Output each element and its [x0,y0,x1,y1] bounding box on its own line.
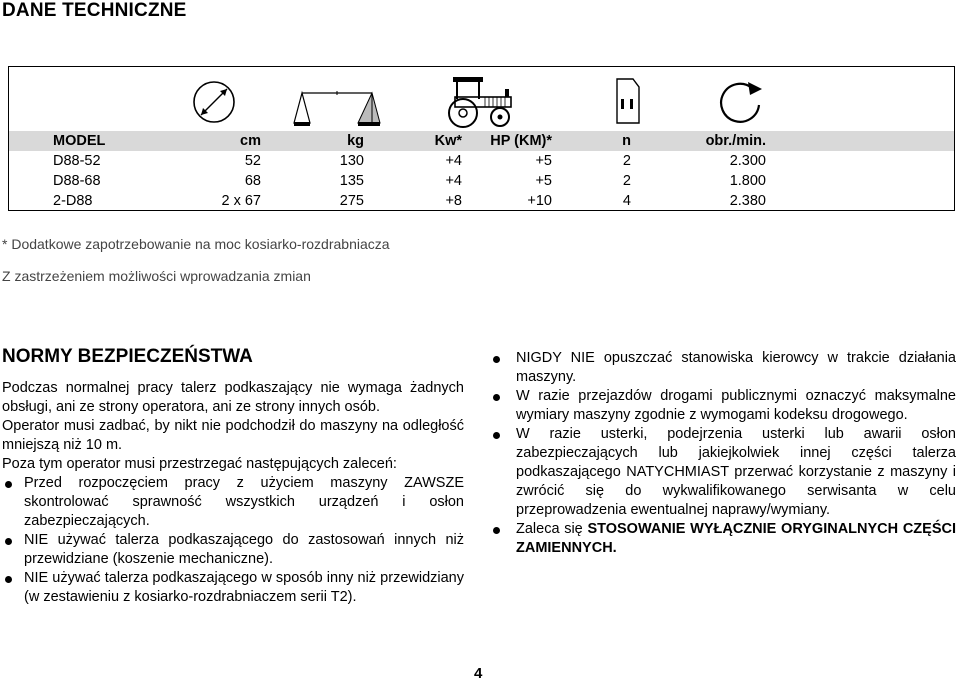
header-kg: kg [347,133,364,149]
safety-bullet-list [2,474,464,607]
spec-table-header [9,131,954,151]
cell-n: 2 [622,153,631,169]
cell-hp: +10 [527,193,552,209]
safety-paragraph: Poza tym operator musi przestrzegać następujących zaleceń: [2,456,397,472]
header-kw: Kw* [434,133,462,149]
changes-disclaimer: Z zastrzeżeniem możliwości wprowadzania zmian [2,268,311,284]
blade-icon [613,77,641,125]
original-parts-emphasis: STOSOWANIE WYŁĄCZNIE ORYGINALNYCH CZĘŚCI ZAMIENNYCH [516,521,956,556]
tractor-icon [445,75,515,129]
header-n: n [622,133,631,149]
cell-kg: 135 [339,173,364,189]
diameter-icon [191,79,237,125]
list-item-text: . [612,540,617,556]
list-item: W razie przejazdów drogami publicznymi oznaczyć maksymalne wymiary maszyny zgodnie z wymogami kodeksu drogowego. [490,387,956,425]
cell-rpm: 2.380 [729,193,766,209]
cell-cm: 68 [244,173,261,189]
cell-kw: +8 [445,193,462,209]
cell-model: D88-52 [53,153,101,169]
list-item: NIGDY NIE opuszczać stanowiska kierowcy w trakcie działania maszyny. [490,349,956,387]
list-item: W razie usterki, podejrzenia usterki lub awarii osłon zabezpieczających lub jakiejkolwiek innej części talerza podkaszającego NATYCHMIAST przerwać korzystanie z maszyny i zwrócić się do wykwalifikowanego serwisanta w celu przeprowadzenia ewentualnej naprawy/wymiany. [490,425,956,520]
table-row [9,191,954,211]
cell-n: 4 [622,193,631,209]
cell-hp: +5 [535,173,552,189]
safety-paragraph: Operator musi zadbać, by nikt nie podchodził do maszyny na odległość mniejszą niż 10 m. [2,418,464,453]
list-item: NIE używać talerza podkaszającego w sposób inny niż przewidziany (w zestawieniu z kosiarko-rozdrabniaczem serii T2). [2,569,464,607]
weight-scale-icon [292,77,382,127]
safety-left-column [2,379,464,607]
cell-cm: 2 x 67 [221,193,261,209]
cell-kw: +4 [445,153,462,169]
page-title: DANE TECHNICZNE [2,0,187,21]
spec-table [9,131,954,211]
safety-paragraph: Podczas normalnej pracy talerz podkaszający nie wymaga żadnych obsługi, ani ze strony operatora, ani ze strony innych osób. [2,380,464,415]
safety-right-column [490,349,956,558]
safety-bullet-list [490,349,956,558]
table-row [9,151,954,171]
rotation-arrow-icon [718,79,766,127]
list-item: Przed rozpoczęciem pracy z użyciem maszyny ZAWSZE skontrolować sprawność wszystkich urządzeń i osłon zabezpieczających. [2,474,464,531]
list-item [490,520,956,558]
icon-band [9,67,954,131]
list-item: NIE używać talerza podkaszającego do zastosowań innych niż przewidziane (koszenie mechaniczne). [2,531,464,569]
cell-model: D88-68 [53,173,101,189]
header-rpm: obr./min. [705,133,766,149]
cell-rpm: 2.300 [729,153,766,169]
power-footnote: * Dodatkowe zapotrzebowanie na moc kosiarko-rozdrabniacza [2,236,390,252]
header-cm: cm [240,133,261,149]
cell-kg: 130 [339,153,364,169]
cell-kg: 275 [339,193,364,209]
page-number: 4 [474,665,483,682]
cell-n: 2 [622,173,631,189]
list-item-text: Zaleca się [516,521,588,537]
cell-cm: 52 [244,153,261,169]
cell-hp: +5 [535,153,552,169]
technical-data-table [8,66,955,211]
safety-section-title: NORMY BEZPIECZEŃSTWA [2,346,253,367]
header-hp: HP (KM)* [490,133,552,149]
header-model: MODEL [53,133,106,149]
table-row [9,171,954,191]
cell-rpm: 1.800 [729,173,766,189]
cell-model: 2-D88 [53,193,93,209]
cell-kw: +4 [445,173,462,189]
